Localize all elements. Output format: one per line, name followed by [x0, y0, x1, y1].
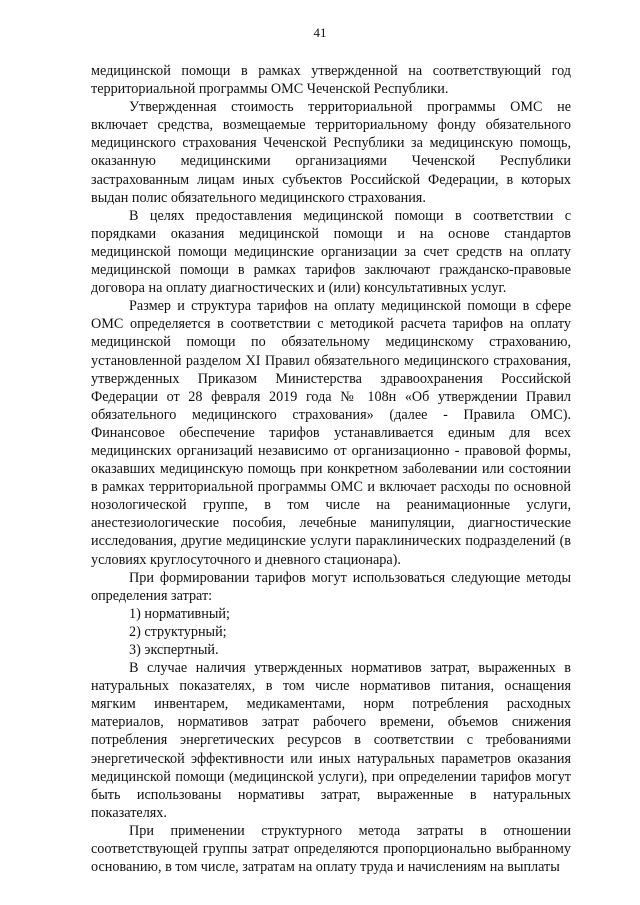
list-item: 2) структурный;: [129, 623, 227, 640]
list-item: 1) нормативный;: [129, 605, 230, 622]
paragraph: При формировании тарифов могут использоваться следующие методы определения затрат:: [91, 569, 571, 604]
paragraph: В случае наличия утвержденных нормативов затрат, выраженных в натуральных показателях, в том числе нормативов питания, оснащения мягким инвентарем, медикаментами, норм потребления расходных материалов, нормативов затрат рабочего времени, объемов снижения потребления энергетических ресурсов в соответствии с требованиями энергетической эффективности или иных натуральных параметров оказания медицинской помощи (медицинской услуги), при определении тарифов могут быть использованы нормативы затрат, выраженные в натуральных показателях.: [91, 660, 571, 821]
paragraph: медицинской помощи в рамках утвержденной на соответствующий год территориальной программы ОМС Чеченской Республики.: [91, 63, 571, 98]
paragraph: При применении структурного метода затраты в отношении соответствующей группы затрат определяются пропорционально выбранному основанию, в том числе, затратам на оплату труда и начислениям на выплаты: [91, 822, 571, 876]
paragraph: Размер и структура тарифов на оплату медицинской помощи в сфере ОМС определяется в соответствии с методикой расчета тарифов на оплату медицинской помощи по обязательному медицинскому страхованию, установленной разделом XI Правил обязательного медицинского страхования, утвержденных Приказом Министерства здравоохранения Российской Федерации от 28 февраля 2019 года № 108н «Об утверждении Правил обязательного медицинского страхования» (далее - Правила ОМС). Финансовое обеспечение тарифов устанавливается единым для всех медицинских организаций независимо от организационно - правовой формы, оказавших медицинскую помощь при конкретном заболевании или состоянии в рамках территориальной программы ОМС и включает расходы по основной нозологической группе, в том числе на реанимационные услуги, анестезиологические пособия, лечебные манипуляции, диагностические исследования, другие медицинские услуги параклинических подразделений (в условиях круглосуточного и дневного стационара).: [91, 298, 571, 568]
list-item: 3) экспертный.: [129, 642, 219, 658]
paragraph: Утвержденная стоимость территориальной программы ОМС не включает средства, возмещаемые территориальному фонду обязательного медицинского страхования Чеченской Республики за медицинскую помощь, оказанную медицинскими организациями Чеченской Республики застрахованным лицам иных субъектов Российской Федерации, в которых выдан полис обязательного медицинского страхования.: [91, 99, 571, 206]
page-number: 41: [313, 25, 327, 40]
document-body: [91, 62, 571, 876]
paragraph: В целях предоставления медицинской помощи в соответствии с порядками оказания медицинской помощи и на основе стандартов медицинской помощи медицинские организации за счет средств на оплату медицинской помощи в рамках тарифов заключают гражданско-правовые договора на оплату диагностических и (или) консультативных услуг.: [91, 207, 571, 297]
